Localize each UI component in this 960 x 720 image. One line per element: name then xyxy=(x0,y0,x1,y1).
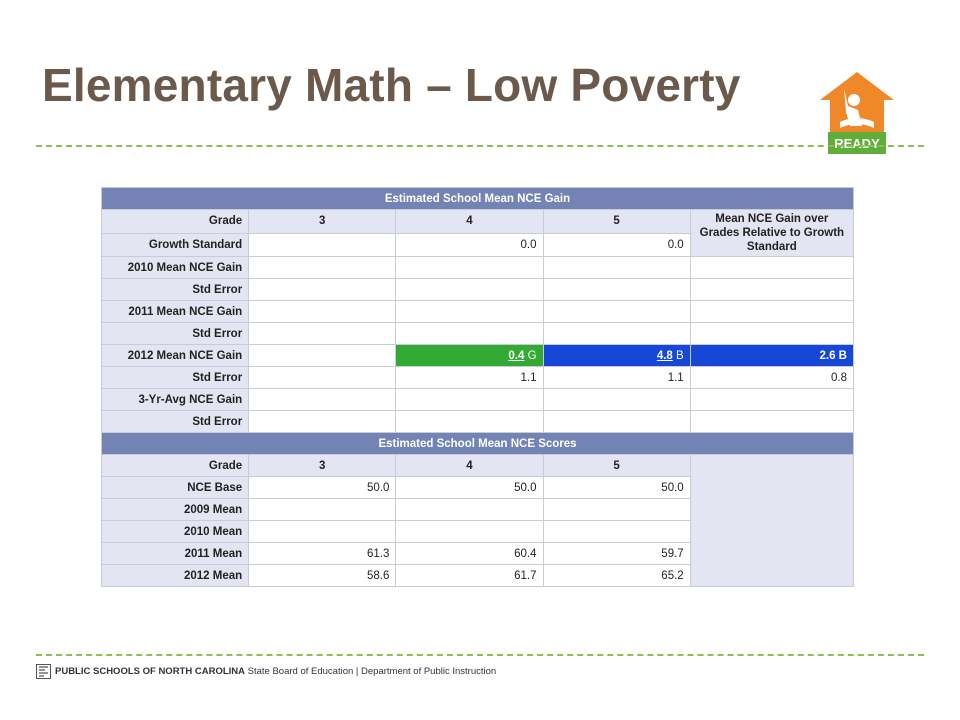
cell-g4-highlight xyxy=(396,345,543,367)
cell-g5: 65.2 xyxy=(543,565,690,587)
cell-g3: 58.6 xyxy=(249,565,396,587)
table-row xyxy=(102,301,854,323)
grade-label: Grade xyxy=(102,210,249,234)
cell-g4 xyxy=(396,499,543,521)
cell-g5: 59.7 xyxy=(543,543,690,565)
grade-3-header: 3 xyxy=(249,455,396,477)
cell-g3 xyxy=(249,345,396,367)
summary-header: Mean NCE Gain over Grades Relative to Growth Standard xyxy=(690,210,853,257)
cell-g4 xyxy=(396,389,543,411)
scores-section-header-row xyxy=(102,433,854,455)
cell-g3 xyxy=(249,367,396,389)
nc-seal-icon xyxy=(36,664,51,679)
cell-g4 xyxy=(396,411,543,433)
cell-g5: 0.0 xyxy=(543,233,690,257)
cell-summary xyxy=(690,301,853,323)
gain-link-g4[interactable]: 0.4 xyxy=(508,349,525,362)
cell-summary-highlight: 2.6 B xyxy=(690,345,853,367)
scores-section-title: Estimated School Mean NCE Scores xyxy=(102,433,854,455)
footer-org: PUBLIC SCHOOLS OF NORTH CAROLINA xyxy=(55,666,245,677)
nce-table xyxy=(101,187,854,587)
cell-g5 xyxy=(543,521,690,543)
row-label: 2011 Mean xyxy=(102,543,249,565)
footer-rest: State Board of Education | Department of Public Instruction xyxy=(245,666,497,677)
cell-g3 xyxy=(249,411,396,433)
cell-g4 xyxy=(396,323,543,345)
ready-logo-text: READY xyxy=(834,136,880,151)
cell-g4: 1.1 xyxy=(396,367,543,389)
cell-g4: 60.4 xyxy=(396,543,543,565)
row-label: Std Error xyxy=(102,279,249,301)
row-label: 2012 Mean xyxy=(102,565,249,587)
cell-summary xyxy=(690,279,853,301)
table-row-2012-gain xyxy=(102,345,854,367)
scores-grade-header-row xyxy=(102,455,854,477)
cell-g5 xyxy=(543,389,690,411)
cell-g5 xyxy=(543,323,690,345)
slide-title: Elementary Math – Low Poverty xyxy=(42,59,741,111)
row-label: 3-Yr-Avg NCE Gain xyxy=(102,389,249,411)
cell-g5 xyxy=(543,411,690,433)
cell-summary xyxy=(690,323,853,345)
footer xyxy=(36,664,496,679)
row-label: NCE Base xyxy=(102,477,249,499)
cell-g3: 50.0 xyxy=(249,477,396,499)
cell-g3 xyxy=(249,389,396,411)
cell-g5: 1.1 xyxy=(543,367,690,389)
table-row xyxy=(102,279,854,301)
cell-g5 xyxy=(543,257,690,279)
cell-summary xyxy=(690,389,853,411)
cell-g4: 50.0 xyxy=(396,477,543,499)
cell-g3 xyxy=(249,323,396,345)
table-row xyxy=(102,389,854,411)
cell-g5 xyxy=(543,499,690,521)
cell-g4: 0.0 xyxy=(396,233,543,257)
row-label: 2012 Mean NCE Gain xyxy=(102,345,249,367)
cell-g3 xyxy=(249,279,396,301)
gain-link-g5[interactable]: 4.8 xyxy=(656,349,673,362)
cell-g3 xyxy=(249,521,396,543)
cell-summary xyxy=(690,257,853,279)
grade-4-header: 4 xyxy=(396,455,543,477)
top-divider xyxy=(36,145,924,147)
row-label: Std Error xyxy=(102,411,249,433)
cell-summary: 0.8 xyxy=(690,367,853,389)
cell-g3 xyxy=(249,499,396,521)
grade-5-header: 5 xyxy=(543,210,690,234)
cell-g3: 61.3 xyxy=(249,543,396,565)
row-label: Std Error xyxy=(102,367,249,389)
cell-g4: 61.7 xyxy=(396,565,543,587)
grade-4-header: 4 xyxy=(396,210,543,234)
row-label: Std Error xyxy=(102,323,249,345)
bottom-divider xyxy=(36,654,924,656)
gain-section-header-row xyxy=(102,188,854,210)
row-label: 2011 Mean NCE Gain xyxy=(102,301,249,323)
gain-rating-g5: B xyxy=(676,349,684,362)
cell-g4 xyxy=(396,521,543,543)
cell-g4 xyxy=(396,279,543,301)
grade-3-header: 3 xyxy=(249,210,396,234)
gain-grade-header-row xyxy=(102,210,854,234)
cell-summary xyxy=(690,411,853,433)
grade-5-header: 5 xyxy=(543,455,690,477)
cell-g5-highlight xyxy=(543,345,690,367)
table-row xyxy=(102,257,854,279)
table-row xyxy=(102,323,854,345)
table-row xyxy=(102,367,854,389)
cell-g3 xyxy=(249,257,396,279)
row-label: Growth Standard xyxy=(102,233,249,257)
scores-summary-empty xyxy=(690,455,853,587)
cell-g4 xyxy=(396,257,543,279)
gain-rating-g4: G xyxy=(527,349,537,362)
row-label: 2010 Mean NCE Gain xyxy=(102,257,249,279)
row-label: 2010 Mean xyxy=(102,521,249,543)
gain-section-title: Estimated School Mean NCE Gain xyxy=(102,188,854,210)
cell-g5 xyxy=(543,301,690,323)
cell-g5: 50.0 xyxy=(543,477,690,499)
cell-g3 xyxy=(249,301,396,323)
cell-g5 xyxy=(543,279,690,301)
row-label: 2009 Mean xyxy=(102,499,249,521)
cell-g3 xyxy=(249,233,396,257)
grade-label: Grade xyxy=(102,455,249,477)
cell-g4 xyxy=(396,301,543,323)
table-row xyxy=(102,411,854,433)
